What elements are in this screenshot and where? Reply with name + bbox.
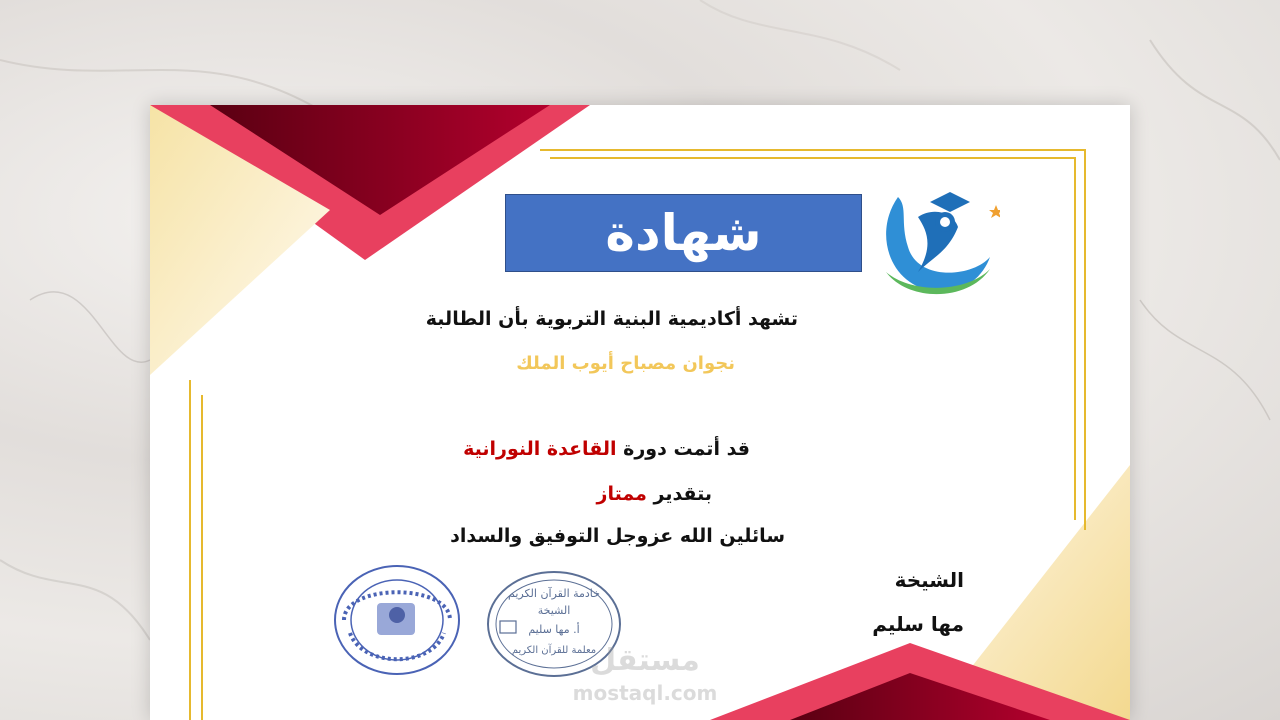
watermark-arabic: مستقل	[590, 643, 700, 678]
grade-line	[597, 483, 712, 505]
certificate-paper	[150, 105, 1130, 720]
course-name: القاعدة النورانية	[463, 438, 617, 460]
closing-prayer: سائلين الله عزوجل التوفيق والسداد	[450, 525, 785, 547]
student-name: نجوان مصباح أيوب الملك	[516, 353, 735, 374]
certificate-title: شهادة	[505, 194, 862, 272]
stamp-line-1: خادمة القرآن الكريم	[508, 587, 600, 600]
signer-name: مها سليم	[872, 612, 964, 636]
stamp-line-4: معلمة للقرآن الكريم	[511, 645, 597, 656]
graduate-cap-logo-icon	[878, 177, 1000, 307]
attestation-line: تشهد أكاديمية البنية التربوية بأن الطالبة	[425, 308, 798, 330]
grade-value: ممتاز	[596, 483, 647, 505]
watermark-latin: mostaql.com	[572, 681, 718, 705]
grade-prefix: بتقدير	[646, 483, 712, 505]
stamp-line-3: أ. مها سليم	[528, 623, 580, 636]
course-prefix: قد أتمت دورة	[616, 438, 750, 460]
signer-title: الشيخة	[894, 568, 964, 592]
mostaql-watermark	[565, 640, 725, 710]
stamp-line-2: الشيخة	[537, 604, 571, 617]
course-line	[463, 438, 750, 460]
round-seal-icon	[332, 563, 462, 678]
